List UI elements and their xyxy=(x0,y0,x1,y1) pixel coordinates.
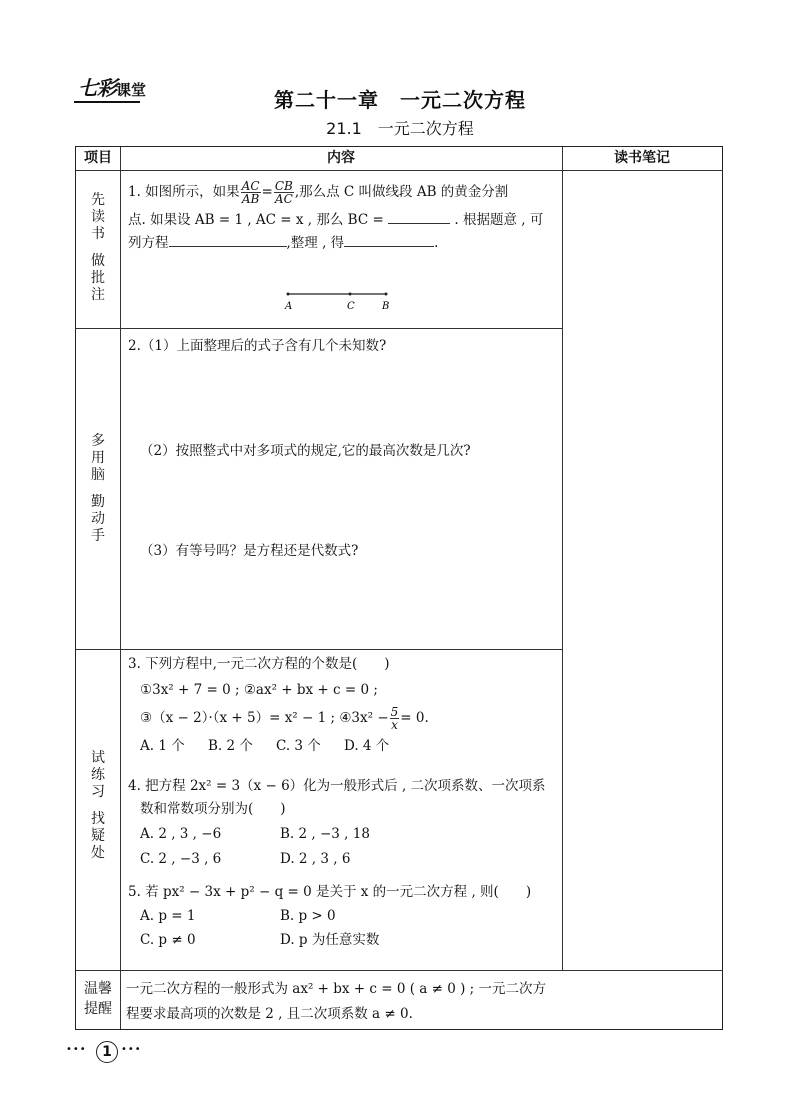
section-title: 21.1 一元二次方程 xyxy=(326,119,474,138)
tip-text xyxy=(126,977,686,1027)
option-c[interactable]: C. p ≠ 0 xyxy=(140,932,196,948)
fraction-5-over-x: $\frac{5}{x}$ xyxy=(390,705,399,732)
row-divider xyxy=(76,328,562,329)
label-b: B xyxy=(382,301,390,312)
fraction-ac-ab: $\frac{AC}{AB}$ xyxy=(241,179,260,206)
page-number-badge xyxy=(66,1043,148,1061)
dots-decoration: ••• xyxy=(66,1044,87,1055)
study-table xyxy=(75,146,723,1030)
answer-blank-equation[interactable] xyxy=(169,232,287,247)
tip-line-2: 程要求最高项的次数是 2 , 且二次项系数 a ≠ 0. xyxy=(126,1006,413,1022)
question-5-stem: 5. 若 px² − 3x + p² − q = 0 是关于 x 的一元二次方程 , 则( ) xyxy=(128,884,532,900)
fraction-cb-ac: $\frac{CB}{AC}$ xyxy=(274,179,293,206)
question-5-options-row-2 xyxy=(128,929,553,952)
question-5-options-row-1 xyxy=(128,905,553,928)
question-3-equations-3-4: ③（x − 2）·（x + 5）= x² − 1 ; ④3x² − $\frac{5}{x}$ = 0. xyxy=(140,705,429,732)
logo-sub-text: 课堂 xyxy=(116,81,147,99)
option-a[interactable]: A. 1 个 xyxy=(140,738,185,754)
header-item: 项目 xyxy=(84,150,112,166)
answer-blank-bc[interactable] xyxy=(388,209,450,224)
point-c xyxy=(349,293,352,296)
option-d[interactable]: D. 4 个 xyxy=(344,738,390,754)
column-divider xyxy=(120,147,121,1029)
question-2-part-2: （2）按照整式中对多项式的规定,它的最高次数是几次? xyxy=(140,443,471,459)
chapter-title: 第二十一章 一元二次方程 xyxy=(274,88,526,112)
question-4-options-row-1 xyxy=(128,823,553,846)
option-c[interactable]: C. 3 个 xyxy=(276,738,321,754)
question-3-equations-1-2: ①3x² + 7 = 0 ; ②ax² + bx + c = 0 ; xyxy=(140,682,378,698)
label-a: A xyxy=(285,301,293,312)
dots-decoration: ••• xyxy=(121,1044,142,1055)
row-label-read: 先 读 书 做 批 注 xyxy=(91,192,105,303)
row-label-practice: 试 练 习 找 疑 处 xyxy=(91,750,105,861)
question-1: 1. 如图所示，如果 $\frac{AC}{AB}$ = $\frac{CB}{AC}$ ,那么点 C 叫做线段 AB 的黄金分割 点. 如果设 AB = 1 , AC = x , 那么 BC = . 根据题意 , 可 列方程 ,整理 , 得 . xyxy=(128,179,544,251)
point-b xyxy=(385,293,388,296)
row-divider xyxy=(76,649,562,650)
option-a[interactable]: A. 2 , 3 , −6 xyxy=(140,826,222,842)
question-3-stem: 3. 下列方程中,一元二次方程的个数是( ) xyxy=(128,656,390,672)
point-a xyxy=(287,293,290,296)
question-3-options xyxy=(128,735,553,758)
option-d[interactable]: D. 2 , 3 , 6 xyxy=(280,851,351,867)
segment-diagram xyxy=(276,287,396,313)
answer-blank-result[interactable] xyxy=(344,232,434,247)
header-notes: 读书笔记 xyxy=(614,150,670,166)
tip-line-1: 一元二次方程的一般形式为 ax² + bx + c = 0 ( a ≠ 0 ) ; 一元二次方 xyxy=(126,981,547,997)
row-divider xyxy=(76,170,722,171)
question-2-part-3: （3）有等号吗？是方程还是代数式? xyxy=(140,543,359,559)
logo-main-text: 七彩 xyxy=(78,76,116,100)
question-4-stem-line-2: 数和常数项分别为( ) xyxy=(140,801,286,817)
question-5 xyxy=(128,881,553,952)
question-4-options-row-2 xyxy=(128,848,553,871)
question-4 xyxy=(128,775,553,871)
option-b[interactable]: B. p > 0 xyxy=(280,908,336,924)
page-number: 1 xyxy=(96,1041,118,1063)
question-2-part-1: 2.（1）上面整理后的式子含有几个未知数? xyxy=(128,338,387,354)
row-divider xyxy=(76,970,722,971)
option-a[interactable]: A. p = 1 xyxy=(140,908,196,924)
question-3 xyxy=(128,653,553,758)
question-4-stem-line-1: 4. 把方程 2x² = 3（x − 6）化为一般形式后 , 二次项系数、一次项系 xyxy=(128,778,546,794)
option-c[interactable]: C. 2 , −3 , 6 xyxy=(140,851,222,867)
option-b[interactable]: B. 2 个 xyxy=(208,738,253,754)
label-c: C xyxy=(347,301,355,312)
row-label-think: 多 用 脑 勤 动 手 xyxy=(91,433,105,544)
row-label-tip: 温馨 提醒 xyxy=(84,981,112,1017)
option-d[interactable]: D. p 为任意实数 xyxy=(280,932,380,948)
option-b[interactable]: B. 2 , −3 , 18 xyxy=(280,826,370,842)
header-content: 内容 xyxy=(327,150,355,166)
